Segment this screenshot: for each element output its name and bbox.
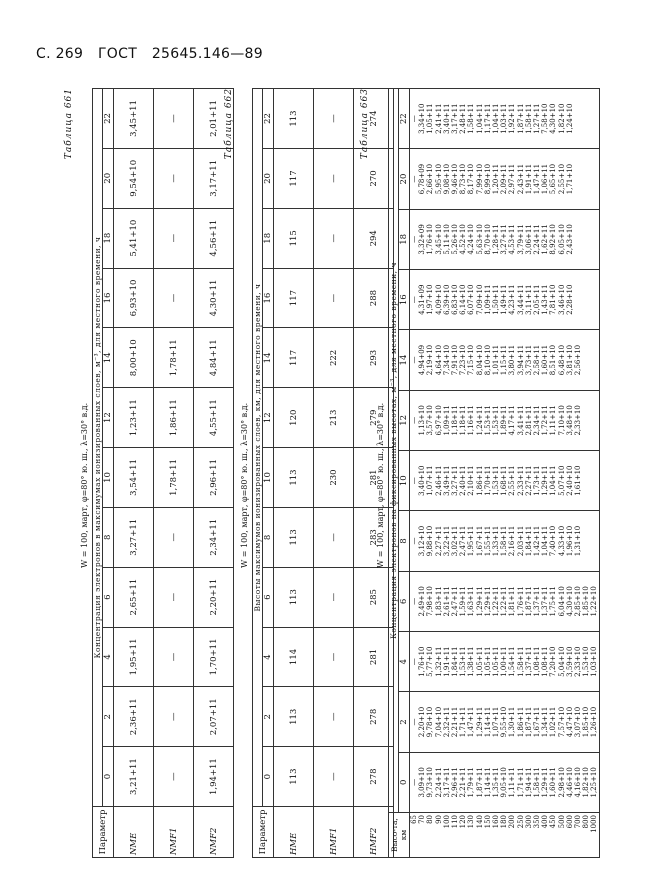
value-cell: 1,78+11 <box>154 448 194 508</box>
value-cell: 278 <box>354 687 394 747</box>
table-661 <box>92 88 234 858</box>
hour-header: 16 <box>103 268 114 328</box>
value-cell: 113 <box>274 687 314 747</box>
value-cell: — <box>314 149 354 209</box>
hour-header: 12 <box>103 388 114 448</box>
value-cell: 3,45+11 <box>114 89 154 149</box>
value-cell: 6,93+10 <box>114 268 154 328</box>
table-663 <box>388 88 600 858</box>
hour-header: 2 <box>103 687 114 747</box>
value-cell: 281 <box>354 448 394 508</box>
value-column: — 3,32+09 1,76+10 3,45+10 5,11+10 5,26+10 4,52+10 4,24+10 5,63+10 8,70+10 1,28+11 3,27+11 4,53+11 3,79+11 3,06+11 2,24+11 1,62+11 8,92+10 6,05+10 2,43+10 <box>410 209 600 269</box>
hour-header: 8 <box>103 507 114 567</box>
value-cell: 114 <box>274 627 314 687</box>
table-662-conditions: W = 100, март, φ=80° ю. ш., λ=30° в.д. <box>240 402 249 568</box>
value-cell: — <box>314 89 354 149</box>
hour-header: 20 <box>103 148 114 208</box>
hour-header: 18 <box>399 209 410 269</box>
value-cell: 113 <box>274 567 314 627</box>
param-cell: NMF1 <box>154 807 194 858</box>
hour-header: 22 <box>263 89 274 149</box>
value-cell: 281 <box>354 627 394 687</box>
value-cell: — <box>314 747 354 807</box>
page-header <box>36 46 273 62</box>
value-cell: 2,96+11 <box>194 448 234 508</box>
page-number: С. 269 <box>36 46 84 62</box>
value-cell: 279 <box>354 388 394 448</box>
value-cell: 278 <box>354 747 394 807</box>
hour-header: 12 <box>263 388 274 448</box>
hour-header: 14 <box>399 330 410 390</box>
rotated-page-content <box>60 78 620 868</box>
param-cell: HMF1 <box>314 807 354 858</box>
value-column: — 1,76+10 5,77+10 1,32+11 1,91+11 1,84+11 1,53+11 1,38+11 1,05+11 1,05+11 1,05+11 1,00+11 1,54+11 1,58+11 1,37+11 1,08+11 1,08+11 7,20+10 5,04+10 3,59+10 2,33+10 1,53+10 1,03+10 <box>410 632 600 692</box>
value-cell: — <box>154 208 194 268</box>
value-cell: 2,07+11 <box>194 687 234 747</box>
value-cell: 4,55+11 <box>194 388 234 448</box>
value-cell: 1,70+11 <box>194 627 234 687</box>
value-cell: — <box>314 507 354 567</box>
table-663-caption: Таблица 663 <box>360 88 370 160</box>
value-cell: 113 <box>274 89 314 149</box>
param-header: Параметр <box>93 807 114 858</box>
value-cell: 8,00+10 <box>114 328 154 388</box>
value-cell: 117 <box>274 149 314 209</box>
value-cell: 230 <box>314 448 354 508</box>
value-cell: 1,23+11 <box>114 388 154 448</box>
param-header: Параметр <box>253 807 274 858</box>
hour-header: 18 <box>103 208 114 268</box>
hour-header: 16 <box>399 270 410 330</box>
value-cell: — <box>154 627 194 687</box>
value-column: — 3,40+10 1,07+11 2,46+11 3,49+11 3,27+11 2,40+11 2,10+11 1,86+11 1,70+11 1,53+11 1,68+11 2,55+11 2,33+11 2,27+11 1,73+11 1,29+11 1,04+11 5,07+10 2,40+10 1,61+10 <box>410 451 600 511</box>
hour-header: 16 <box>263 268 274 328</box>
hour-header: 6 <box>103 567 114 627</box>
value-cell: 1,86+11 <box>154 388 194 448</box>
value-column: — 2,49+10 7,98+10 1,83+11 2,61+11 2,47+11 1,59+11 1,63+11 1,29+11 1,29+11 1,22+11 1,22+11 1,81+11 1,76+11 1,87+11 1,37+11 1,37+11 1,75+11 6,04+10 4,30+10 2,85+10 1,85+10 1,22+10 <box>410 571 600 631</box>
hour-header: 6 <box>263 567 274 627</box>
value-cell: 3,17+11 <box>194 148 234 208</box>
value-cell: — <box>314 268 354 328</box>
value-cell: 213 <box>314 388 354 448</box>
height-header: Высо-та, км <box>389 813 410 858</box>
table-661-conditions: W = 100, март, φ=80° ю. ш., λ=30° в.д. <box>80 402 89 568</box>
hour-header: 22 <box>103 89 114 149</box>
value-cell: — <box>154 148 194 208</box>
param-cell: NMF2 <box>194 807 234 858</box>
value-cell: — <box>154 687 194 747</box>
value-cell: 2,20+11 <box>194 567 234 627</box>
value-cell: 2,01+11 <box>194 89 234 149</box>
hour-header: 8 <box>399 511 410 571</box>
standard-number: 25645.146—89 <box>151 46 263 62</box>
hour-header: 10 <box>399 451 410 511</box>
value-cell: — <box>154 567 194 627</box>
value-column: — 1,13+10 3,57+10 6,97+10 1,09+11 1,18+11 1,18+11 1,16+11 1,24+11 1,53+11 1,53+11 1,89+11 4,17+11 3,41+11 2,81+11 2,34+11 1,72+11 1,11+11 7,10+10 3,48+10 2,33+10 <box>410 390 600 450</box>
table-662-caption: Таблица 662 <box>224 88 234 160</box>
value-cell: 4,84+11 <box>194 328 234 388</box>
value-cell: 9,54+10 <box>114 148 154 208</box>
hour-header: 14 <box>263 328 274 388</box>
value-cell: — <box>314 687 354 747</box>
gost-label: ГОСТ <box>97 46 138 62</box>
value-cell: 3,54+11 <box>114 448 154 508</box>
hour-header: 0 <box>263 747 274 807</box>
value-cell: — <box>314 627 354 687</box>
hour-header: 8 <box>263 507 274 567</box>
value-cell: 293 <box>354 328 394 388</box>
table-row <box>154 89 194 858</box>
value-cell: 222 <box>314 328 354 388</box>
table-661-caption: Таблица 661 <box>64 88 74 160</box>
value-cell: 113 <box>274 507 314 567</box>
value-cell: 5,41+10 <box>114 208 154 268</box>
table-row <box>274 89 314 858</box>
value-cell: 2,34+11 <box>194 507 234 567</box>
value-cell: 4,30+11 <box>194 268 234 328</box>
value-cell: 1,78+11 <box>154 328 194 388</box>
value-column: — 2,20+10 9,78+10 7,04+10 2,32+11 2,21+11 1,71+11 1,47+11 1,29+11 1,14+11 1,07+11 9,55+10 1,30+11 1,86+11 1,87+11 1,67+11 1,34+11 1,02+11 7,57+10 4,47+10 3,07+10 1,85+10 1,26+10 <box>410 692 600 752</box>
value-column: — 6,78+09 2,66+10 5,95+10 9,08+10 9,46+10 8,73+10 8,17+10 7,99+10 8,99+10 1,20+11 2,09+11 2,97+11 2,43+11 1,91+11 1,47+11 1,06+11 5,65+10 2,55+10 1,71+10 <box>410 149 600 209</box>
value-cell: 4,56+11 <box>194 208 234 268</box>
value-cell: 283 <box>354 507 394 567</box>
value-cell: 115 <box>274 208 314 268</box>
table-663-conditions: W = 100, март, φ=80° ю. ш., λ=30° в.д. <box>376 402 385 568</box>
table-661-subheader: Концентрация электронов в максимумах ионизированных слоев, м⁻³, для местного времени, ч <box>93 89 103 807</box>
hour-header: 10 <box>103 448 114 508</box>
table-662-subheader: Высоты максимумов ионизированных слоев, км, для местного времени, ч <box>253 89 263 807</box>
value-cell: 117 <box>274 328 314 388</box>
table-row <box>314 89 354 858</box>
value-cell: 294 <box>354 208 394 268</box>
value-cell: — <box>154 89 194 149</box>
value-column: — 3,09+10 9,73+10 2,24+11 3,17+11 2,96+11 2,21+11 1,79+11 1,87+11 1,14+11 1,35+11 9,05+10 1,11+11 1,71+11 1,94+11 1,58+11 1,29+11 1,60+11 2,98+10 4,46+10 4,16+10 1,82+10 1,25+10 <box>410 752 600 812</box>
hour-header: 22 <box>399 89 410 149</box>
value-cell: 113 <box>274 448 314 508</box>
value-cell: 2,65+11 <box>114 567 154 627</box>
value-column: — 4,94+09 2,19+10 4,64+10 7,34+10 7,91+10 7,23+10 7,15+10 8,04+10 8,10+10 1,01+11 1,15+11 3,80+11 3,94+11 3,73+11 2,58+11 1,60+11 8,51+10 6,48+10 3,81+10 2,56+10 <box>410 330 600 390</box>
hour-header: 0 <box>399 752 410 812</box>
param-cell: HME <box>274 807 314 858</box>
value-cell: 3,21+11 <box>114 747 154 807</box>
value-column: — 3,34+10 1,05+11 2,41+11 3,40+11 3,17+11 2,48+11 1,58+11 1,04+11 1,17+11 1,04+11 1,03+11 1,92+11 1,87+11 1,58+11 1,27+11 7,58+10 4,30+10 1,82+10 1,24+10 <box>410 89 600 149</box>
hour-header: 4 <box>399 632 410 692</box>
value-cell: — <box>314 208 354 268</box>
value-column: — 3,12+10 9,88+10 2,27+11 3,22+11 3,02+11 2,47+11 1,95+11 1,67+11 1,55+11 1,33+11 1,58+11 2,16+11 2,03+11 1,84+11 1,42+11 1,04+11 7,40+10 4,33+10 1,96+10 1,31+10 <box>410 511 600 571</box>
value-cell: 274 <box>354 89 394 149</box>
value-cell: 270 <box>354 149 394 209</box>
hour-header: 4 <box>263 627 274 687</box>
hour-header: 4 <box>103 627 114 687</box>
value-cell: 288 <box>354 268 394 328</box>
value-cell: 1,95+11 <box>114 627 154 687</box>
hour-header: 18 <box>263 208 274 268</box>
param-cell: HMF2 <box>354 807 394 858</box>
table-row <box>114 89 154 858</box>
hour-header: 2 <box>263 687 274 747</box>
hour-header: 12 <box>399 390 410 450</box>
value-cell: — <box>314 567 354 627</box>
hour-header: 10 <box>263 448 274 508</box>
value-cell: 1,94+11 <box>194 747 234 807</box>
hour-header: 0 <box>103 747 114 807</box>
hour-header: 20 <box>399 149 410 209</box>
value-cell: — <box>154 268 194 328</box>
param-cell: NME <box>114 807 154 858</box>
value-cell: 285 <box>354 567 394 627</box>
hour-header: 2 <box>399 692 410 752</box>
value-cell: 120 <box>274 388 314 448</box>
value-cell: 3,27+11 <box>114 507 154 567</box>
hour-header: 14 <box>103 328 114 388</box>
value-cell: — <box>154 507 194 567</box>
hour-header: 6 <box>399 571 410 631</box>
value-cell: — <box>154 747 194 807</box>
table-663-subheader: Концентрация электронов на фиксированных высотах, м⁻³, для местного времени, ч <box>389 89 399 813</box>
hour-header: 20 <box>263 149 274 209</box>
value-cell: 117 <box>274 268 314 328</box>
heights-column: 65 70 80 90 100 110 120 130 140 150 160 180 200 250 300 350 400 450 500 600 700 800 1000 <box>410 813 600 858</box>
value-cell: 113 <box>274 747 314 807</box>
table-662 <box>252 88 394 858</box>
value-cell: 2,36+11 <box>114 687 154 747</box>
value-column: — 4,31+09 1,97+10 4,09+10 6,39+10 6,83+10 6,14+10 6,07+10 7,09+10 1,09+11 1,50+11 1,49+11 4,23+11 3,44+11 3,11+11 2,05+11 1,43+11 7,81+10 3,46+10 2,28+10 <box>410 270 600 330</box>
